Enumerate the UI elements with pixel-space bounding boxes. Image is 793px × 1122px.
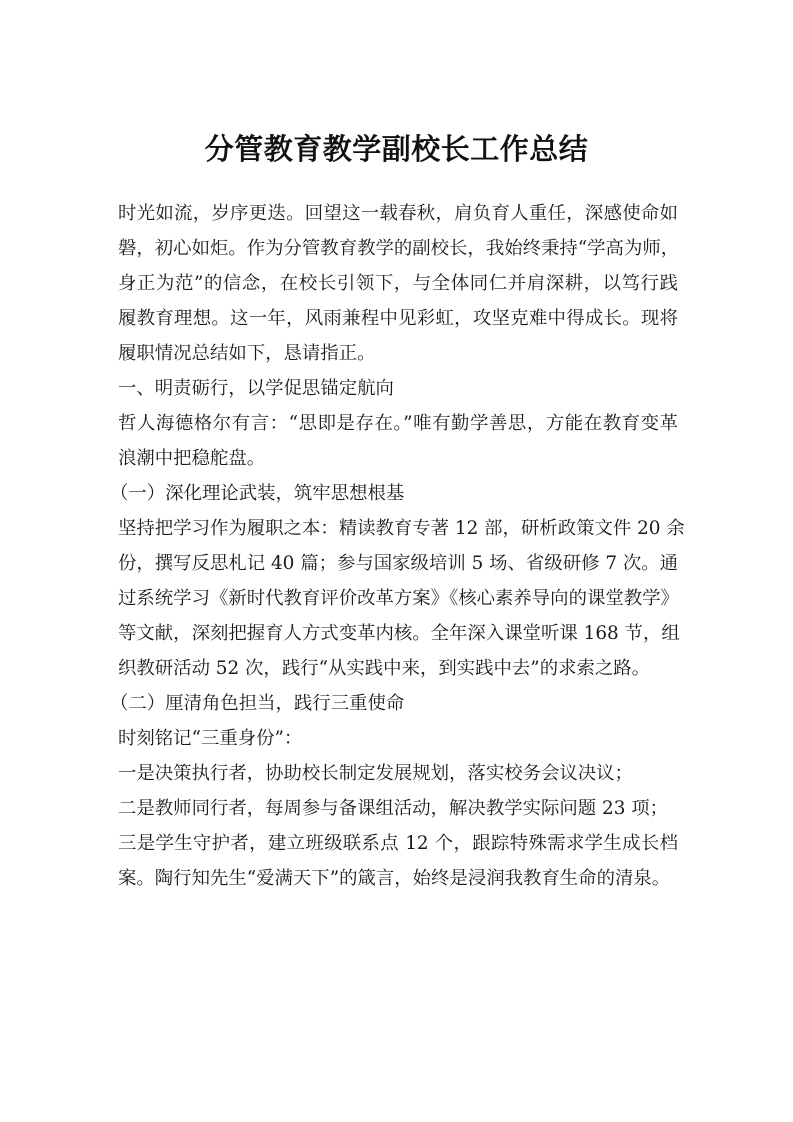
paragraph — [118, 721, 678, 756]
text-line: 坚持把学习作为履职之本：精读教育专著 12 部，研析政策文件 20 余 — [118, 518, 685, 539]
document-title: 分管教育教学副校长工作总结 — [204, 132, 589, 166]
text-line: 时光如流，岁序更迭。回望这一载春秋，肩负育人重任，深感使命如 — [118, 203, 678, 224]
text-line: 浪潮中把稳舵盘。 — [118, 448, 266, 469]
text-line: 案。陶行知先生“爱满天下”的箴言，始终是浸润我教育生命的清泉。 — [118, 868, 671, 889]
text-line: 三是学生守护者，建立班级联系点 12 个，跟踪特殊需求学生成长档 — [118, 833, 678, 854]
paragraph — [118, 196, 678, 371]
paragraph — [118, 756, 678, 791]
document-body — [110, 196, 685, 896]
text-line: 二是教师同行者，每周参与备课组活动，解决教学实际问题 23 项； — [118, 798, 669, 819]
text-line: 时刻铭记“三重身份”： — [118, 728, 303, 749]
text-line: 履教育理想。这一年，风雨兼程中见彩虹，攻坚克难中得成长。现将 — [118, 308, 678, 329]
text-line: （一）深化理论武装，筑牢思想根基 — [110, 483, 405, 504]
paragraph — [118, 826, 678, 896]
paragraph — [118, 406, 678, 476]
text-line: 履职情况总结如下，恳请指正。 — [118, 343, 376, 364]
text-line: 份，撰写反思札记 40 篇；参与国家级培训 5 场、省级研修 7 次。通 — [118, 553, 679, 574]
text-line: 身正为范”的信念，在校长引领下，与全体同仁并肩深耕，以笃行践 — [118, 273, 678, 294]
text-line: （二）厘清角色担当，践行三重使命 — [110, 693, 405, 714]
section-heading — [118, 371, 678, 406]
subsection-heading — [110, 686, 678, 721]
text-line: 哲人海德格尔有言：“思即是存在。”唯有勤学善思，方能在教育变革 — [118, 413, 678, 434]
text-line: 过系统学习《新时代教育评价改革方案》《核心素养导向的课堂教学》 — [118, 588, 679, 609]
text-line: 一、明责砺行，以学促思锚定航向 — [118, 378, 394, 399]
subsection-heading — [110, 476, 678, 511]
text-line: 一是决策执行者，协助校长制定发展规划，落实校务会议决议； — [118, 763, 633, 784]
paragraph — [118, 511, 685, 686]
text-line: 等文献，深刻把握育人方式变革内核。全年深入课堂听课 168 节，组 — [118, 623, 680, 644]
text-line: 织教研活动 52 次，践行“从实践中来，到实践中去”的求索之路。 — [118, 658, 651, 679]
paragraph — [118, 791, 678, 826]
text-line: 磐，初心如炬。作为分管教育教学的副校长，我始终秉持“学高为师， — [118, 238, 680, 259]
